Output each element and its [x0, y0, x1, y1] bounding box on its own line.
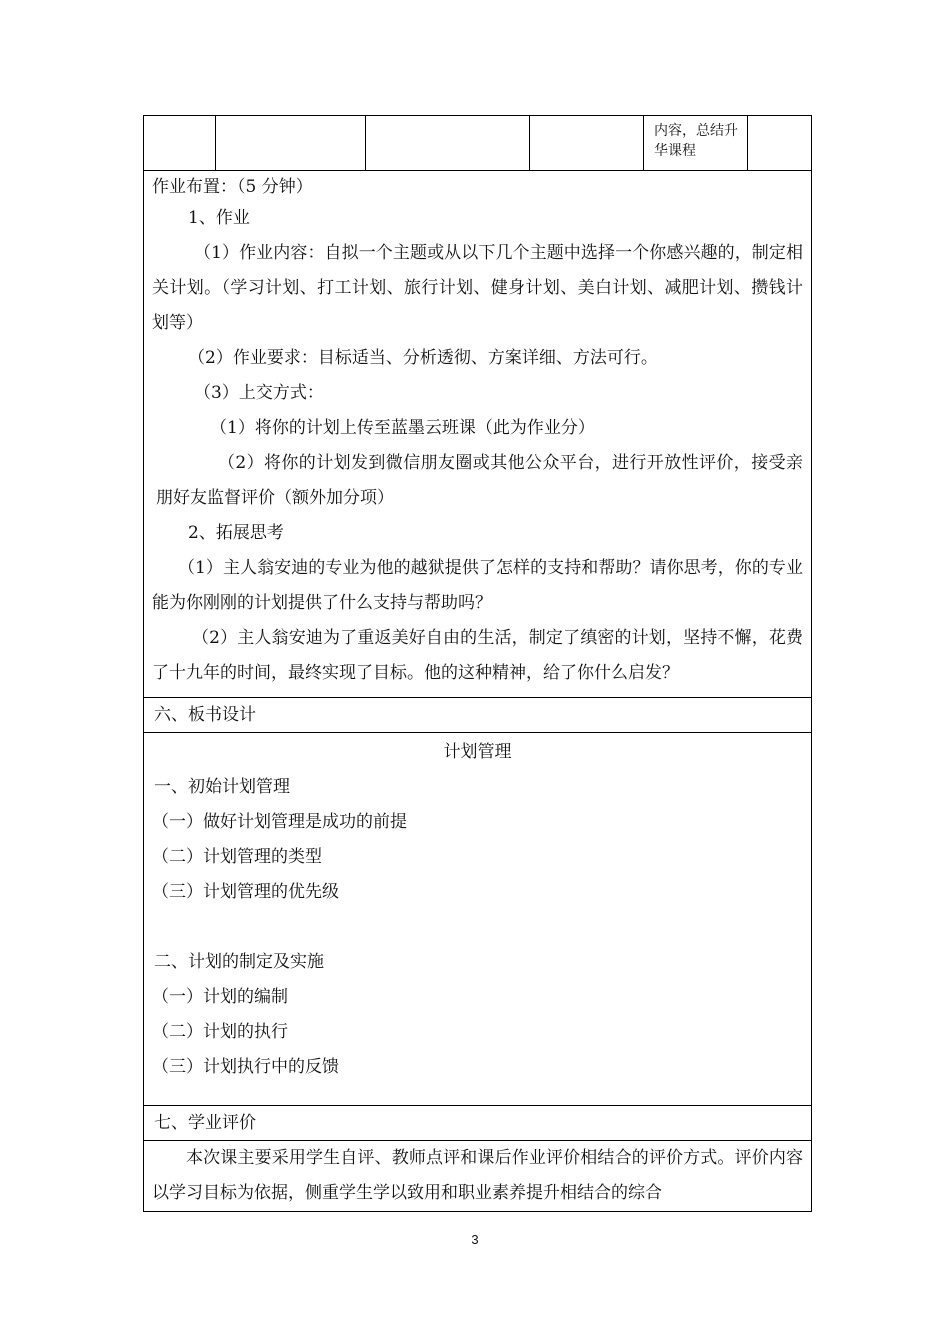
board-part-2-item: （三）计划执行中的反馈 — [152, 1057, 339, 1077]
board-part-1-item: （一）做好计划管理是成功的前提 — [152, 812, 407, 832]
evaluation-content-cell — [144, 1141, 812, 1212]
table-row — [144, 116, 812, 171]
board-content-row — [144, 733, 812, 1106]
section-heading: 七、学业评价 — [154, 1113, 256, 1133]
homework-sub-2: （2）将你的计划发到微信朋友圈或其他公众平台，进行开放性评价，接受亲朋好友监督评价（额外加分项） — [156, 453, 803, 508]
board-content-cell — [144, 733, 812, 1106]
board-part-2-item: （一）计划的编制 — [152, 987, 288, 1007]
homework-section-1: 1、作业 — [188, 208, 250, 228]
homework-row — [144, 171, 812, 698]
board-part-1: 一、初始计划管理 — [154, 777, 290, 797]
empty-cell — [530, 116, 644, 171]
board-part-1-item: （二）计划管理的类型 — [152, 847, 322, 867]
section-heading: 六、板书设计 — [154, 705, 256, 725]
summary-cell: 内容，总结升华课程 — [644, 116, 748, 171]
evaluation-content-row — [144, 1141, 812, 1212]
blank-line — [152, 910, 803, 945]
board-heading-cell — [144, 698, 812, 733]
empty-cell — [366, 116, 530, 171]
empty-cell — [216, 116, 366, 171]
evaluation-heading-cell — [144, 1106, 812, 1141]
homework-section-2: 2、拓展思考 — [188, 523, 284, 543]
lesson-plan-table — [143, 115, 812, 1212]
homework-sub-1: （1）将你的计划上传至蓝墨云班课（此为作业分） — [210, 418, 595, 438]
board-part-2: 二、计划的制定及实施 — [154, 952, 324, 972]
board-part-1-item: （三）计划管理的优先级 — [152, 882, 339, 902]
empty-cell — [748, 116, 812, 171]
evaluation-text: 本次课主要采用学生自评、教师点评和课后作业评价相结合的评价方式。评价内容以学习目标为依据，侧重学生学以致用和职业素养提升相结合的综合 — [152, 1148, 803, 1203]
empty-cell — [144, 116, 216, 171]
page-number: 3 — [471, 1232, 479, 1247]
homework-item-1: （1）作业内容：自拟一个主题或从以下几个主题中选择一个你感兴趣的，制定相关计划。（学习计划、打工计划、旅行计划、健身计划、美白计划、减肥计划、攒钱计划等） — [152, 243, 803, 333]
homework-item-2: （2）作业要求：目标适当、分析透彻、方案详细、方法可行。 — [188, 348, 658, 368]
think-question-1: （1）主人翁安迪的专业为他的越狱提供了怎样的支持和帮助？请你思考，你的专业能为你刚刚的计划提供了什么支持与帮助吗？ — [152, 558, 803, 613]
homework-title: 作业布置：（5 分钟） — [152, 177, 313, 197]
board-part-2-item: （二）计划的执行 — [152, 1022, 288, 1042]
think-question-2: （2）主人翁安迪为了重返美好自由的生活，制定了缜密的计划，坚持不懈，花费了十九年的时间，最终实现了目标。他的这种精神，给了你什么启发？ — [152, 628, 803, 683]
evaluation-heading-row — [144, 1106, 812, 1141]
homework-item-3: （3）上交方式： — [194, 383, 324, 403]
board-title: 计划管理 — [443, 742, 512, 762]
homework-cell — [144, 171, 812, 698]
board-heading-row — [144, 698, 812, 733]
